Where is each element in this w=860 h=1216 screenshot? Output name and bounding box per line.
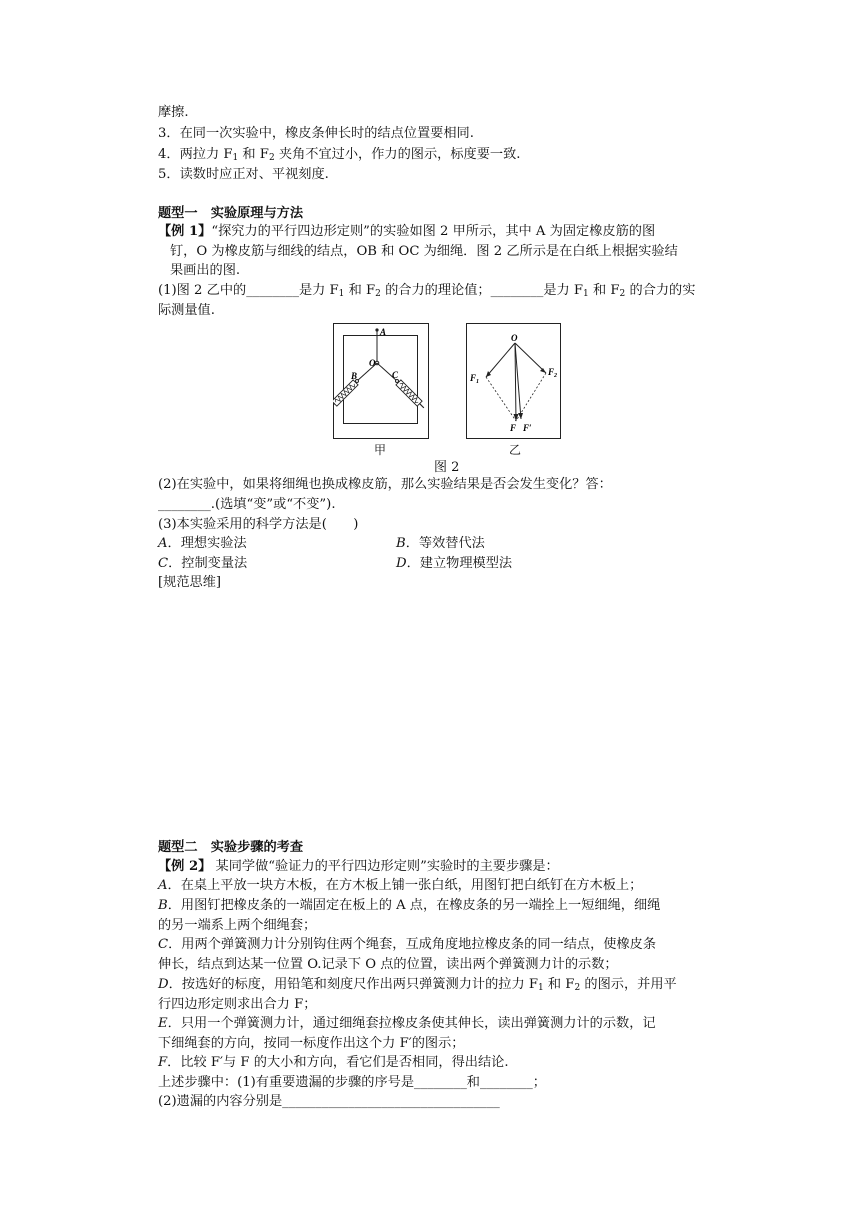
text-line: 钉，O 为橡皮筋与细线的结点，OB 和 OC 为细绳．图 2 乙所示是在白纸上根据实验结 <box>170 244 678 259</box>
example-label: 【例 1】 <box>158 224 212 239</box>
option-letter: B <box>396 536 406 551</box>
point-a <box>375 328 378 331</box>
text: 和 F <box>344 283 376 298</box>
text-line: 的另一端系上两个细绳套； <box>158 918 317 933</box>
vector-f1 <box>486 343 515 377</box>
option-letter: C <box>158 556 169 571</box>
question-1 <box>158 281 695 304</box>
option-text: ．建立物理模型法 <box>406 556 513 571</box>
text: 夹角不宜过小，作力的图示，标度要一致. <box>274 147 521 162</box>
subscript: 2 <box>574 983 581 993</box>
option-letter: A <box>158 536 168 551</box>
section-heading: 题型二 实验步骤的考查 <box>158 840 304 855</box>
label-o: O <box>369 358 376 368</box>
step-letter: F <box>158 1055 168 1070</box>
question-1: 上述步骤中：(1)有重要遗漏的步骤的序号是________和________； <box>158 1075 546 1090</box>
section-heading: 题型一 实验原理与方法 <box>158 206 304 221</box>
example-line <box>158 222 655 241</box>
text-line: 果画出的图. <box>170 263 241 278</box>
figure-right <box>466 323 561 439</box>
option-a <box>158 534 247 553</box>
step-letter: A <box>158 878 168 893</box>
subscript: 1 <box>232 153 239 163</box>
dashed-side-left <box>486 377 516 421</box>
text: 某同学做“验证力的平行四边形定则”实验时的主要步骤是： <box>211 859 559 874</box>
label-b: B <box>351 371 358 381</box>
step-c <box>158 935 656 954</box>
subscript: 1 <box>583 289 589 299</box>
text: 的图示，并用平 <box>580 977 677 992</box>
step-b <box>158 896 660 915</box>
board-outer <box>334 324 429 439</box>
question-3: (3)本实验采用的科学方法是( ) <box>158 517 359 532</box>
list-item <box>158 124 474 143</box>
text: (1)图 2 乙中的________是力 F <box>158 283 339 298</box>
subscript: 1 <box>338 289 345 299</box>
step-letter: C <box>158 937 169 952</box>
subscript: 1 <box>537 983 544 993</box>
label-a: A <box>380 327 387 337</box>
spring-scale-right <box>396 380 426 410</box>
text: ．按选好的标度，用铅笔和刻度尺作出两只弹簧测力计的拉力 F <box>168 977 538 992</box>
subscript: 2 <box>619 289 626 299</box>
text: ．只用一个弹簧测力计，通过细绳套拉橡皮条使其伸长，读出弹簧测力计的示数，记 <box>167 1016 656 1031</box>
text: 摩擦. <box>158 105 189 120</box>
text: ．用图钉把橡皮条的一端固定在板上的 A 点，在橡皮条的另一端拴上一短细绳，细绳 <box>167 898 661 913</box>
option-text: ．等效替代法 <box>405 536 485 551</box>
option-text: ．控制变量法 <box>168 556 248 571</box>
text-line <box>158 103 189 122</box>
label-f: F <box>510 423 517 433</box>
step-letter: E <box>158 1016 168 1031</box>
text-line: 行四边形定则求出合力 F； <box>158 997 317 1012</box>
label-o: O <box>511 333 518 343</box>
text: ．在桌上平放一块方木板，在方木板上铺一张白纸，用图钉把白纸钉在方木板上； <box>167 878 643 893</box>
subscript: 2 <box>268 153 275 163</box>
text: 和 F <box>238 147 269 162</box>
figure-right-caption: 乙 <box>509 443 522 457</box>
step-letter: B <box>158 898 168 913</box>
subscript: 2 <box>375 289 381 299</box>
step-a <box>158 876 642 895</box>
norm-label: [规范思维] <box>158 575 222 590</box>
text: 3．在同一次实验中，橡皮条伸长时的结点位置要相同. <box>158 126 474 141</box>
spring-scale-left <box>333 380 358 410</box>
label-f1: $F_1$ <box>470 373 480 385</box>
example-line <box>158 857 559 876</box>
label-c: C <box>392 370 399 380</box>
figure-left <box>333 323 429 439</box>
text-line: 下细绳套的方向，按同一标度作出这个力 F′的图示； <box>158 1036 465 1051</box>
text: “探究力的平行四边形定则”的实验如图 2 甲所示，其中 A 为固定橡皮筋的图 <box>211 224 656 239</box>
step-e <box>158 1014 656 1033</box>
text-line: 际测量值. <box>158 303 215 318</box>
option-c <box>158 554 247 573</box>
list-item <box>158 165 329 184</box>
step-f <box>158 1053 509 1072</box>
text: 的合力的实 <box>625 283 696 298</box>
vector-f2 <box>515 343 546 373</box>
option-letter: D <box>396 556 407 571</box>
text: ．用两个弹簧测力计分别钩住两个绳套，互成角度地拉橡皮条的同一结点，使橡皮条 <box>168 937 657 952</box>
text: 和 F <box>588 283 620 298</box>
option-b <box>396 534 485 553</box>
step-letter: D <box>158 977 169 992</box>
question-2: (2)在实验中，如果将细绳也换成橡皮筋，那么实验结果是否会发生变化？答： <box>158 477 612 492</box>
example-label: 【例 2】 <box>158 859 212 874</box>
text-line: ________.(选填“变”或“不变”). <box>158 497 336 512</box>
option-d <box>396 554 512 573</box>
text: 4．两拉力 F <box>158 147 233 162</box>
label-f2: $F_2$ <box>548 367 558 379</box>
text: 和 F <box>543 977 575 992</box>
text: ．比较 F′与 F 的大小和方向，看它们是否相同，得出结论. <box>167 1055 509 1070</box>
text-line: 伸长，结点到达某一位置 O.记录下 O 点的位置，读出两个弹簧测力计的示数； <box>158 957 618 972</box>
label-f-prime: F′ <box>523 423 532 433</box>
figure-caption: 图 2 <box>434 460 460 475</box>
text: 5．读数时应正对、平视刻度. <box>158 167 329 182</box>
option-text: ．理想实验法 <box>167 536 247 551</box>
text: 的合力的理论值；________是力 F <box>380 283 584 298</box>
question-2: (2)遗漏的内容分别是_________________________________ <box>158 1094 500 1109</box>
figure-left-caption: 甲 <box>374 443 387 457</box>
